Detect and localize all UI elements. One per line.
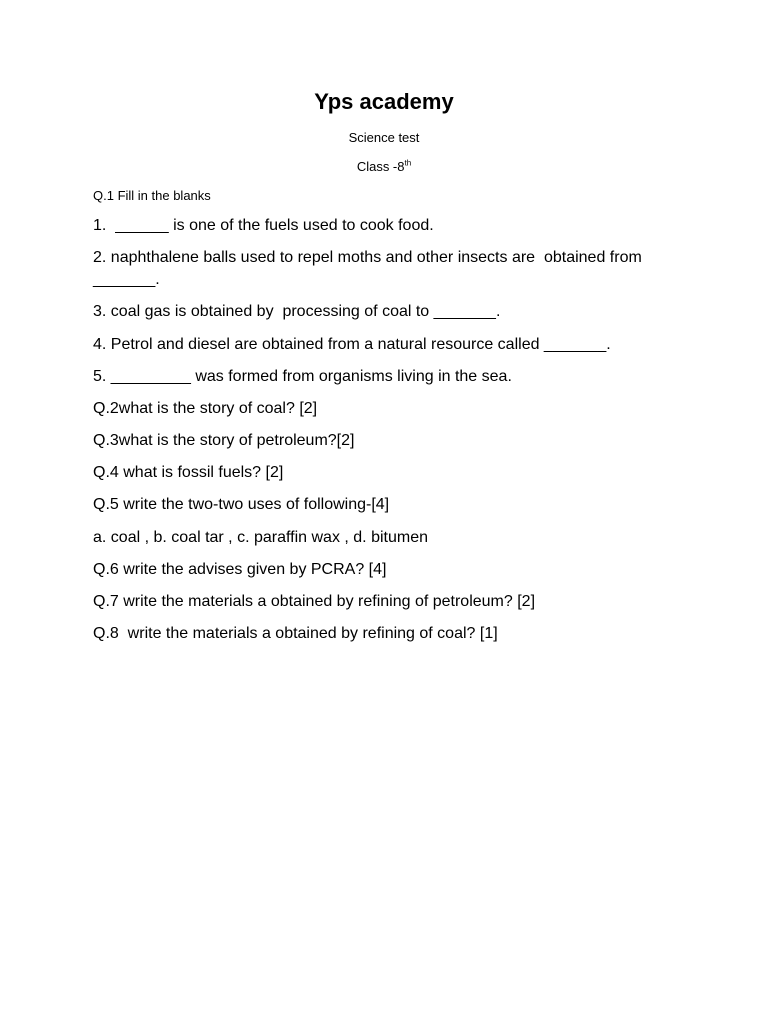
question-q5-options: a. coal , b. coal tar , c. paraffin wax , d. bitumen bbox=[93, 529, 428, 546]
question-line-5: 5. _________ was formed from organisms living in the sea. bbox=[93, 368, 512, 385]
question-q8: Q.8 write the materials a obtained by refining of coal? [1] bbox=[93, 625, 498, 642]
question-q3: Q.3what is the story of petroleum?[2] bbox=[93, 432, 355, 449]
question-line-4: 4. Petrol and diesel are obtained from a natural resource called _______. bbox=[93, 336, 611, 353]
question-q6: Q.6 write the advises given by PCRA? [4] bbox=[93, 561, 387, 578]
class-label bbox=[0, 158, 768, 176]
class-text: Class -8 bbox=[356, 159, 405, 174]
section-heading: Q.1 Fill in the blanks bbox=[93, 188, 211, 203]
school-title: Yps academy bbox=[314, 89, 454, 114]
class-superscript: th bbox=[404, 158, 412, 168]
question-q7: Q.7 write the materials a obtained by refining of petroleum? [2] bbox=[93, 593, 536, 610]
question-q5: Q.5 write the two-two uses of following-[4] bbox=[93, 496, 390, 513]
question-line-3: 3. coal gas is obtained by processing of coal to _______. bbox=[93, 303, 501, 320]
test-name: Science test bbox=[348, 130, 420, 145]
question-line-2: 2. naphthalene balls used to repel moths and other insects are obtained from _______. bbox=[93, 249, 647, 288]
question-q4: Q.4 what is fossil fuels? [2] bbox=[93, 464, 284, 481]
question-q2: Q.2what is the story of coal? [2] bbox=[93, 400, 318, 417]
question-line-1: 1. ______ is one of the fuels used to cook food. bbox=[93, 217, 434, 234]
